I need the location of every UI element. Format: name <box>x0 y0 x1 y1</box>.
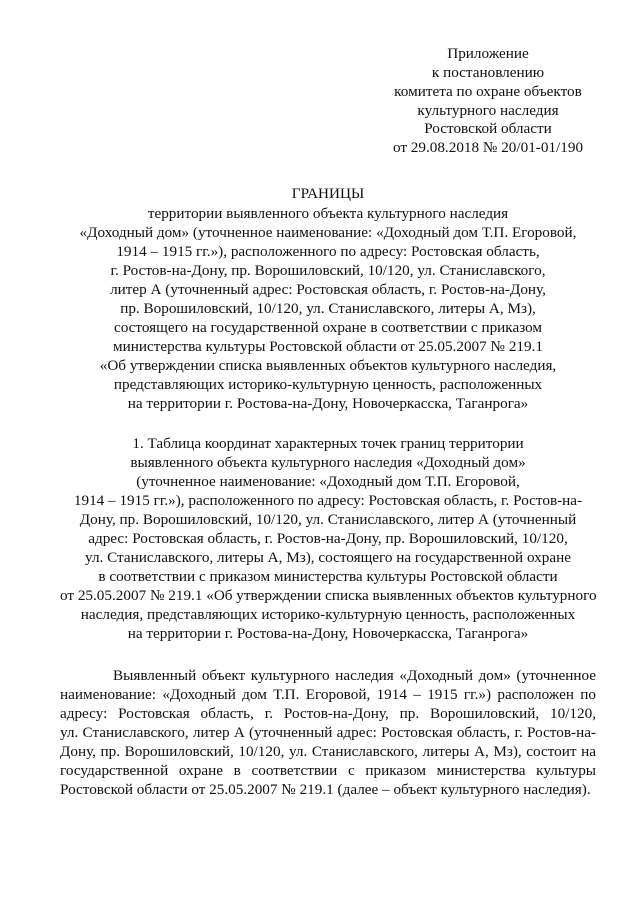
table-title-line: Дону, пр. Ворошиловский, 10/120, ул. Станиславского, литер А (уточненный <box>79 511 577 528</box>
heading-line: представляющих историко-культурную ценность, расположенных <box>113 376 543 393</box>
paragraph-line: Выявленный объект культурного наследия «Доходный дом» (уточненное <box>113 667 596 684</box>
appendix-line: Приложение <box>447 45 529 62</box>
heading-line: «Об утверждении списка выявленных объектов культурного наследия, <box>99 357 557 374</box>
heading-line: литер А (уточненный адрес: Ростовская область, г. Ростов-на-Дону, <box>110 281 546 298</box>
table-title-line: наследия, представляющих историко-культурную ценность, расположенных <box>80 606 576 623</box>
heading-line: на территории г. Ростова-на-Дону, Новочеркасска, Таганрога» <box>127 395 529 412</box>
appendix-line: Ростовской области <box>424 120 552 137</box>
appendix-line: комитета по охране объектов <box>394 83 582 100</box>
heading-line: пр. Ворошиловский, 10/120, ул. Станиславского, литеры А, Мз), <box>120 300 536 317</box>
table-title-line: (уточненное наименование: «Доходный дом Т.П. Егоровой, <box>136 473 520 490</box>
table-title-line: адрес: Ростовская область, г. Ростов-на-Дону, пр. Ворошиловский, 10/120, <box>88 530 568 547</box>
paragraph-line: государственной охране в соответствии с приказом министерства культуры <box>60 762 596 779</box>
appendix-date-line: от 29.08.2018 № 20/01-01/190 <box>392 139 584 156</box>
table-title-line: ул. Станиславского, литеры А, Мз), состоящего на государственной охране <box>85 549 571 566</box>
paragraph-line: Дону, пр. Ворошиловский, 10/120, ул. Станиславского, литеры А, Мз), состоит на <box>60 743 596 760</box>
table-title-line: 1914 – 1915 гг.»), расположенного по адресу: Ростовская область, г. Ростов-на- <box>73 492 583 509</box>
paragraph-line: наименование: «Доходный дом Т.П. Егоровой, 1914 – 1915 гг.») расположен по <box>60 686 596 703</box>
appendix-line: к постановлению <box>431 64 545 81</box>
table-title-line: выявленного объекта культурного наследия «Доходный дом» <box>130 454 526 471</box>
paragraph-line: адресу: Ростовская область, г. Ростов-на-Дону, пр. Ворошиловский, 10/120, <box>60 705 596 722</box>
table-title-line: от 25.05.2007 № 219.1 «Об утверждении списка выявленных объектов культурного <box>60 587 597 604</box>
table-title-line: 1. Таблица координат характерных точек границ территории <box>132 435 524 452</box>
heading-line: состоящего на государственной охране в соответствии с приказом <box>113 319 543 336</box>
heading-line: 1914 – 1915 гг.»), расположенного по адресу: Ростовская область, <box>116 243 540 260</box>
table-title-line: в соответствии с приказом министерства культуры Ростовской области <box>98 568 558 585</box>
heading-line: министерства культуры Ростовской области от 25.05.2007 № 219.1 <box>113 338 543 355</box>
appendix-line: культурного наследия <box>417 102 559 119</box>
document-title: ГРАНИЦЫ <box>291 185 365 202</box>
paragraph-last-line: Ростовской области от 25.05.2007 № 219.1 (далее – объект культурного наследия). <box>60 781 591 798</box>
paragraph-line: ул. Станиславского, литер А (уточненный адрес: Ростовская область, г. Ростов-на- <box>60 724 596 741</box>
heading-line: территории выявленного объекта культурного наследия <box>147 205 509 222</box>
heading-line: «Доходный дом» (уточненное наименование: «Доходный дом Т.П. Егоровой, <box>79 224 577 241</box>
table-title-line: на территории г. Ростова-на-Дону, Новочеркасска, Таганрога» <box>127 625 529 642</box>
heading-line: г. Ростов-на-Дону, пр. Ворошиловский, 10/120, ул. Станиславского, <box>110 262 546 279</box>
